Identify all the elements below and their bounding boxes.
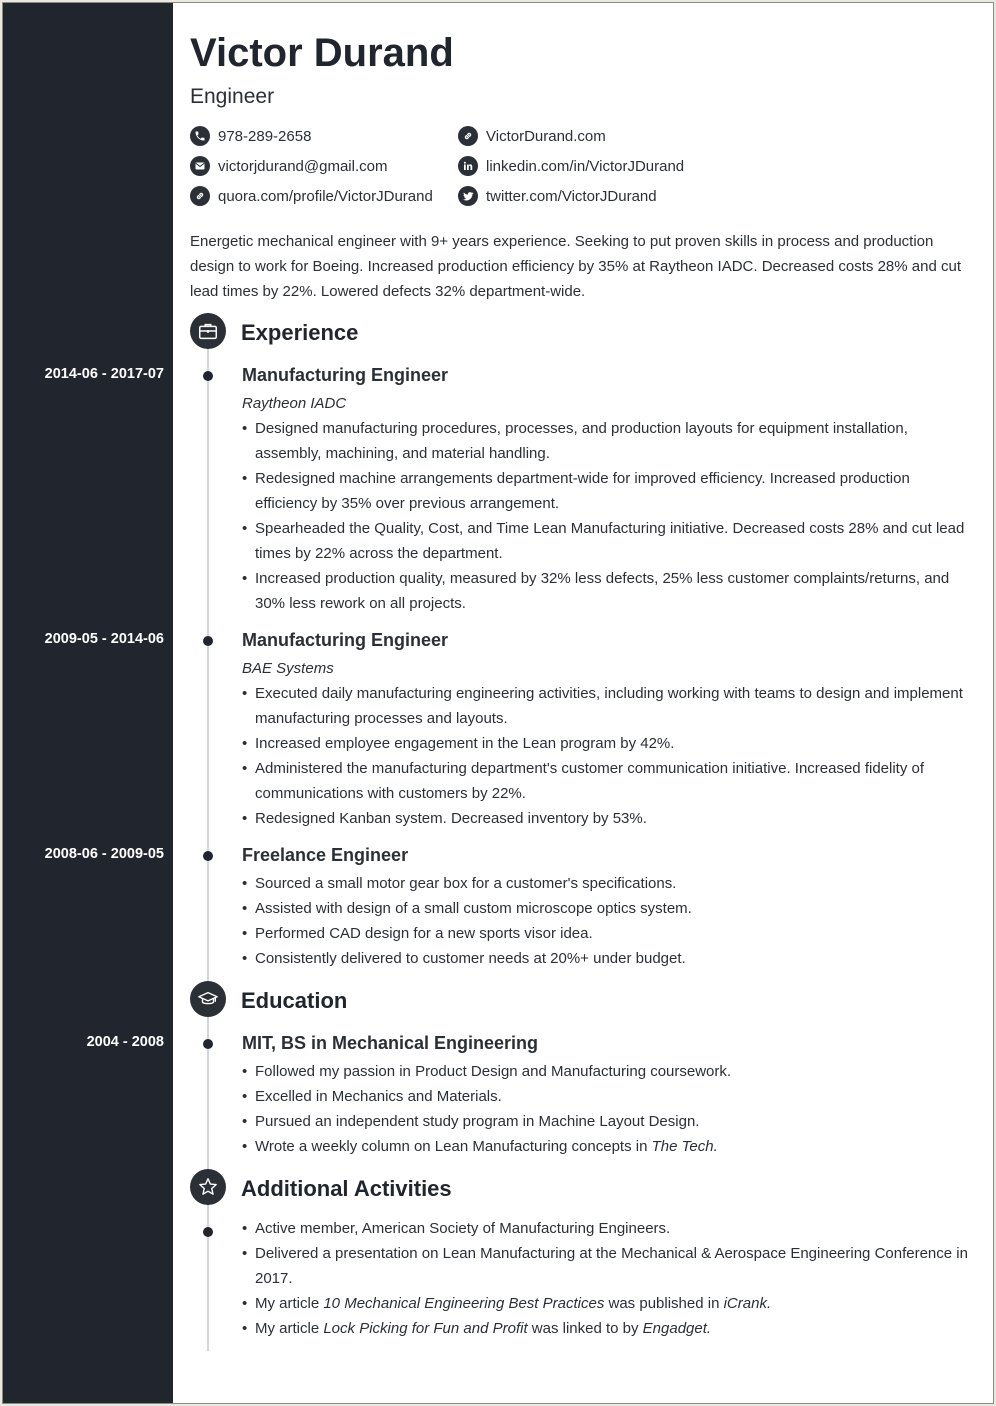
candidate-name: Victor Durand	[190, 31, 454, 75]
job-entry	[242, 844, 972, 971]
job-title: Manufacturing Engineer	[242, 630, 449, 650]
bullet-item: • Delivered a presentation on Lean Manufacturing at the Mechanical & Aerospace Engineering Conference in 2017.	[242, 1241, 972, 1291]
contact-text: victorjdurand@gmail.com	[218, 157, 388, 175]
contact-text: linkedin.com/in/VictorJDurand	[486, 157, 685, 175]
bullet-item: • Excelled in Mechanics and Materials.	[242, 1084, 972, 1109]
timeline-dot	[203, 1039, 213, 1049]
bullet-item	[242, 1316, 972, 1341]
section-title-education: Education	[241, 988, 348, 1013]
contact-text: quora.com/profile/VictorJDurand	[218, 187, 433, 205]
timeline-dot	[203, 371, 213, 381]
bullet-item: • Executed daily manufacturing engineering activities, including working with teams to design and implement manufacturing processes and layouts.	[242, 681, 972, 731]
contact-email[interactable]	[190, 154, 387, 178]
email-icon	[190, 156, 210, 176]
education-dates: 2004 - 2008	[86, 1034, 164, 1050]
briefcase-icon	[190, 313, 226, 349]
bullet-text: was published in	[604, 1295, 724, 1312]
bullet-text: My article	[255, 1295, 324, 1312]
degree-title: MIT, BS in Mechanical Engineering	[242, 1033, 539, 1053]
graduation-cap-icon	[190, 981, 226, 1017]
job-entry	[242, 364, 972, 616]
bullet-item: • Redesigned Kanban system. Decreased inventory by 53%.	[242, 806, 972, 831]
resume-page	[2, 2, 994, 1404]
section-title-activities: Additional Activities	[241, 1176, 452, 1201]
contact-text: VictorDurand.com	[486, 127, 606, 145]
bullet-text: Wrote a weekly column on Lean Manufacturing concepts in	[255, 1138, 652, 1155]
job-dates: 2008-06 - 2009-05	[44, 846, 164, 862]
contact-text: twitter.com/VictorJDurand	[486, 187, 657, 205]
bullet-item: • Followed my passion in Product Design and Manufacturing coursework.	[242, 1059, 972, 1084]
bullet-item	[242, 1291, 972, 1316]
job-bullets	[242, 871, 972, 971]
publication-name: The Tech.	[651, 1138, 718, 1155]
bullet-item: • Performed CAD design for a new sports visor idea.	[242, 921, 972, 946]
candidate-title: Engineer	[190, 85, 275, 108]
job-company: BAE Systems	[242, 660, 334, 677]
bullet-item: • Pursued an independent study program in Machine Layout Design.	[242, 1109, 972, 1134]
bullet-text: was linked to by	[527, 1320, 643, 1337]
publication-name: iCrank.	[723, 1295, 772, 1312]
bullet-item: • Spearheaded the Quality, Cost, and Time Lean Manufacturing initiative. Decreased costs 28% and cut lead times by 22% across the department.	[242, 516, 972, 566]
article-title: Lock Picking for Fun and Profit	[323, 1320, 528, 1337]
bullet-item: • Increased production quality, measured by 32% less defects, 25% less customer complaints/returns, and 30% less rework on all projects.	[242, 566, 972, 616]
link-icon	[190, 186, 210, 206]
twitter-icon	[458, 186, 478, 206]
job-entry	[242, 629, 972, 831]
activities-entry	[242, 1216, 972, 1341]
education-entry	[242, 1032, 972, 1159]
publication-name: Engadget.	[642, 1320, 712, 1337]
bullet-item: • Sourced a small motor gear box for a customer's specifications.	[242, 871, 972, 896]
job-company: Raytheon IADC	[242, 395, 347, 412]
bullet-item: • Consistently delivered to customer needs at 20%+ under budget.	[242, 946, 972, 971]
job-dates: 2014-06 - 2017-07	[44, 366, 164, 382]
summary-paragraph: Energetic mechanical engineer with 9+ years experience. Seeking to put proven skills in process and production design to work for Boeing. Increased production efficiency by 35% at Raytheon IADC. Decreased costs 28% and cut lead times by 22%. Lowered defects 32% department-wide.	[190, 233, 961, 300]
job-bullets	[242, 681, 972, 831]
timeline-dot	[203, 1227, 213, 1237]
contact-twitter[interactable]	[458, 184, 657, 208]
timeline-dot	[203, 636, 213, 646]
linkedin-icon	[458, 156, 478, 176]
timeline-dot	[203, 851, 213, 861]
job-dates: 2009-05 - 2014-06	[44, 631, 164, 647]
bullet-item: • Administered the manufacturing department's customer communication initiative. Increased fidelity of communications with customers by 22%.	[242, 756, 972, 806]
section-title-experience: Experience	[241, 320, 359, 345]
job-bullets	[242, 416, 972, 616]
contact-phone[interactable]	[190, 124, 311, 148]
contact-quora[interactable]	[190, 184, 433, 208]
phone-icon	[190, 126, 210, 146]
bullet-item: • Active member, American Society of Manufacturing Engineers.	[242, 1216, 972, 1241]
star-icon	[190, 1169, 226, 1205]
bullet-item: • Increased employee engagement in the Lean program by 42%.	[242, 731, 972, 756]
article-title: 10 Mechanical Engineering Best Practices	[323, 1295, 605, 1312]
activities-bullets	[242, 1216, 972, 1341]
sidebar	[3, 3, 173, 1403]
contact-text: 978-289-2658	[218, 127, 312, 145]
education-bullets	[242, 1059, 972, 1159]
job-title: Freelance Engineer	[242, 845, 409, 865]
contact-website[interactable]	[458, 124, 606, 148]
bullet-item: • Redesigned machine arrangements department-wide for improved efficiency. Increased production efficiency by 35% over previous arrangement.	[242, 466, 972, 516]
bullet-item	[242, 1134, 972, 1159]
link-icon	[458, 126, 478, 146]
job-title: Manufacturing Engineer	[242, 365, 449, 385]
contact-linkedin[interactable]	[458, 154, 684, 178]
bullet-item: • Designed manufacturing procedures, processes, and production layouts for equipment installation, assembly, machining, and material handling.	[242, 416, 972, 466]
bullet-item: • Assisted with design of a small custom microscope optics system.	[242, 896, 972, 921]
bullet-text: My article	[255, 1320, 324, 1337]
